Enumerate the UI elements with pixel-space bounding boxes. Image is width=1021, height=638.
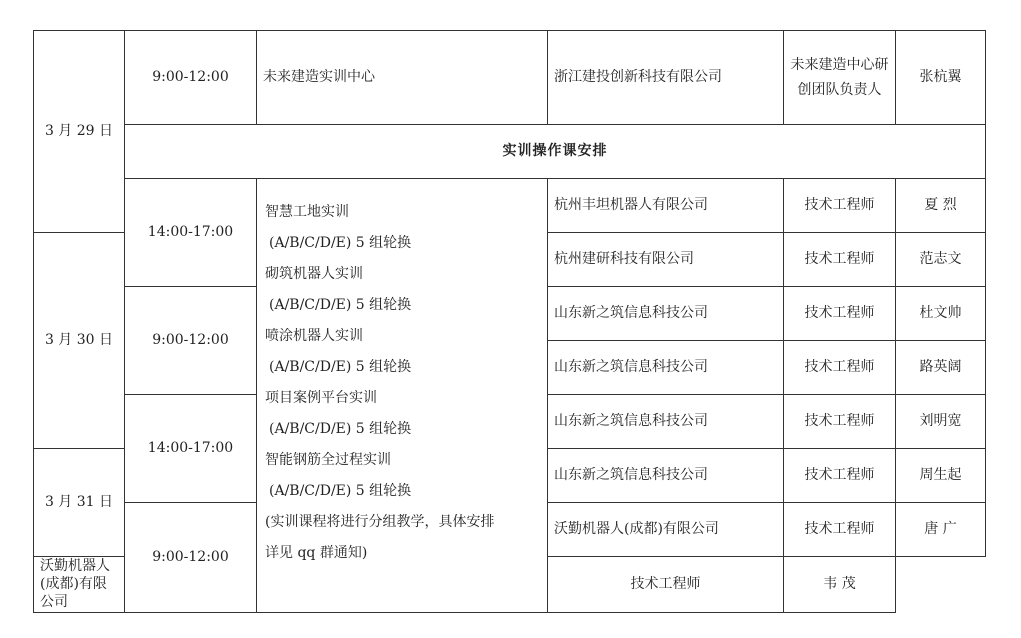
location-cell: 未来建造实训中心: [257, 31, 548, 125]
person-cell: 范志文: [896, 233, 986, 287]
company-cell: 山东新之筑信息科技公司: [548, 395, 784, 449]
training-unit-line: 砌筑机器人实训: [265, 266, 363, 282]
training-unit-line: 项目案例平台实训: [265, 390, 377, 406]
table-row: [34, 125, 986, 179]
role-cell: 技术工程师: [548, 557, 784, 613]
section-heading: 实训操作课安排: [125, 125, 986, 179]
person-cell: 刘明宽: [896, 395, 986, 449]
time-cell: 14:00-17:00: [125, 395, 257, 503]
company-cell: 沃勤机器人(成都)有限公司: [548, 503, 784, 557]
person-cell: 张杭翼: [896, 31, 986, 125]
company-cell: 山东新之筑信息科技公司: [548, 449, 784, 503]
time-cell: 9:00-12:00: [125, 31, 257, 125]
company-cell: 杭州丰坦机器人有限公司: [548, 179, 784, 233]
training-unit-line: 喷涂机器人实训: [265, 328, 363, 344]
company-cell: 杭州建研科技有限公司: [548, 233, 784, 287]
schedule-table: [33, 30, 986, 613]
training-unit-line: 智慧工地实训: [265, 204, 349, 220]
role-cell: 技术工程师: [784, 341, 896, 395]
role-cell: 技术工程师: [784, 287, 896, 341]
training-unit-line: (A/B/C/D/E) 5 组轮换: [269, 483, 412, 499]
date-cell: 3 月 29 日: [34, 31, 125, 233]
training-unit-line: (A/B/C/D/E) 5 组轮换: [269, 297, 412, 313]
time-cell: 9:00-12:00: [125, 287, 257, 395]
company-cell: 浙江建投创新科技有限公司: [548, 31, 784, 125]
person-cell: 夏 烈: [896, 179, 986, 233]
time-cell: 9:00-12:00: [125, 503, 257, 613]
training-unit-line: 智能钢筋全过程实训: [265, 452, 391, 468]
date-cell: 3 月 30 日: [34, 233, 125, 449]
training-unit-line: (A/B/C/D/E) 5 组轮换: [269, 421, 412, 437]
person-cell: 韦 茂: [784, 557, 896, 613]
company-cell: 山东新之筑信息科技公司: [548, 341, 784, 395]
date-cell: 3 月 31 日: [34, 449, 125, 557]
table-row: [34, 179, 986, 233]
role-cell: 未来建造中心研创团队负责人: [784, 31, 896, 125]
person-cell: 路英阔: [896, 341, 986, 395]
role-cell: 技术工程师: [784, 233, 896, 287]
training-unit-line: 详见 qq 群通知): [265, 545, 368, 561]
training-unit-line: (实训课程将进行分组教学，具体安排: [265, 514, 495, 530]
role-cell: 技术工程师: [784, 503, 896, 557]
company-cell: 沃勤机器人(成都)有限公司: [34, 557, 125, 613]
role-cell: 技术工程师: [784, 395, 896, 449]
person-cell: 周生起: [896, 449, 986, 503]
time-cell: 14:00-17:00: [125, 179, 257, 287]
training-units-cell: [257, 179, 548, 613]
training-unit-line: (A/B/C/D/E) 5 组轮换: [269, 235, 412, 251]
role-cell: 技术工程师: [784, 449, 896, 503]
table-row: [34, 31, 986, 125]
person-cell: 杜文帅: [896, 287, 986, 341]
company-cell: 山东新之筑信息科技公司: [548, 287, 784, 341]
role-cell: 技术工程师: [784, 179, 896, 233]
person-cell: 唐 广: [896, 503, 986, 557]
training-unit-line: (A/B/C/D/E) 5 组轮换: [269, 359, 412, 375]
